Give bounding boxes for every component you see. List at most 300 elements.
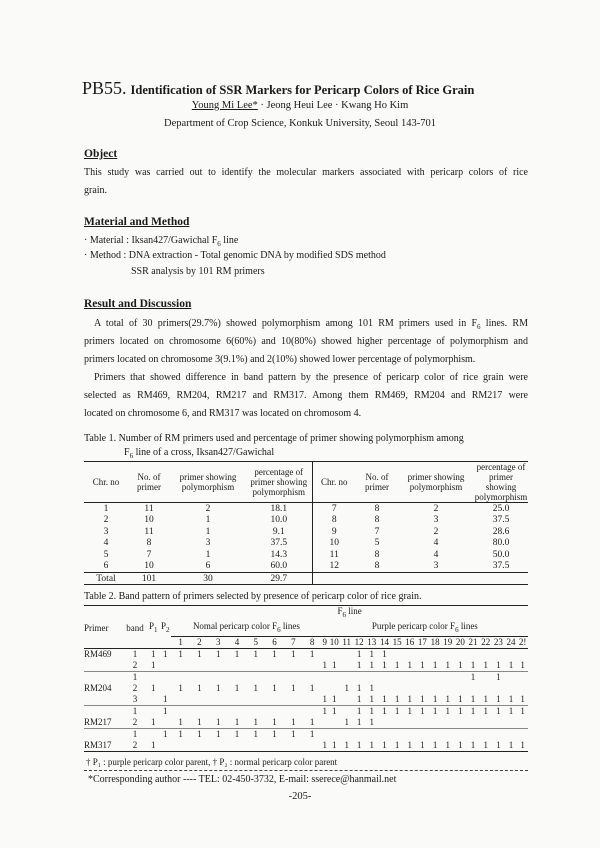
table2-cell <box>391 648 404 660</box>
table2-cell <box>505 648 518 660</box>
table2-cell <box>341 705 353 717</box>
table2-cell: 1 <box>309 716 315 727</box>
table2-line-number: 22 <box>481 636 491 647</box>
table2-band: 1 <box>123 728 148 740</box>
table2-cell <box>429 683 442 694</box>
table2-p2 <box>159 740 171 752</box>
table1-row <box>84 561 528 573</box>
table1-cell: 12 <box>312 561 356 573</box>
table2-primer: RM204 <box>84 682 112 693</box>
table2-cell: 1 <box>234 648 240 659</box>
table2-cell <box>454 648 467 660</box>
table2-spacer <box>147 636 159 648</box>
table2-cell <box>467 648 480 660</box>
table2-cell: 1 <box>382 648 387 659</box>
table2-cell <box>171 694 190 706</box>
table1-cell: 7 <box>312 503 356 515</box>
table2-cell <box>328 683 341 694</box>
table2-line-number: 18 <box>430 636 440 647</box>
table2-cell <box>391 728 404 740</box>
table2-cell: 1 <box>416 705 429 717</box>
table2-cell: 1 <box>470 693 476 704</box>
table2-cell: 1 <box>369 659 375 670</box>
table2-cell <box>303 694 322 706</box>
table2-cell <box>505 717 518 729</box>
table2-cell <box>517 671 528 683</box>
table1-row <box>84 549 528 561</box>
table2 <box>84 605 528 752</box>
table2-line-number: 7 <box>284 636 303 648</box>
table2-row <box>84 705 528 717</box>
table2-cell <box>365 671 378 683</box>
table2-cell: 1 <box>496 659 501 670</box>
table1-caption-2 <box>124 447 274 460</box>
authors-line <box>0 100 600 111</box>
table1-cell: 3 <box>103 526 109 537</box>
table2-line-number: 12 <box>354 636 364 647</box>
table2-p2: 1 <box>163 693 168 704</box>
table2-cell: 1 <box>356 648 362 659</box>
table2-cell <box>171 740 190 752</box>
table2-cell <box>416 683 429 694</box>
p2-sub: 2 <box>166 625 170 634</box>
table2-cell: 1 <box>479 740 492 752</box>
table2-cell: 1 <box>291 648 296 659</box>
results-p1-line-3: primers located on chromosome 3(9.1%) and 2(10%) showed lower percentage of polymorphism. <box>84 354 476 365</box>
table1-cell: 11 <box>144 503 154 514</box>
table1-cell: 2 <box>103 515 109 526</box>
table2-cell <box>303 660 322 672</box>
table2-cell <box>505 728 518 740</box>
table2-cell <box>492 683 505 694</box>
table1-cell: 3 <box>205 538 211 549</box>
table2-cell: 1 <box>391 740 404 752</box>
material-sub: 6 <box>217 240 221 248</box>
table2-cell: 1 <box>470 659 476 670</box>
table2-p1 <box>147 705 159 717</box>
table2-cell <box>171 705 190 717</box>
f6-tail: line <box>346 606 362 616</box>
normal-tail: lines <box>280 620 300 631</box>
table2-band: 2 <box>132 682 138 693</box>
table2-cell: 1 <box>369 716 375 727</box>
table2-cell <box>246 660 265 672</box>
table2-line-number: 9 <box>322 636 328 647</box>
table2-band: 2 <box>132 716 138 727</box>
table1-cell: 10 <box>144 515 154 526</box>
table2-cell <box>416 717 429 729</box>
table2-cell: 1 <box>365 705 378 717</box>
table2-cell: 1 <box>234 716 240 727</box>
table2-col-band: band <box>126 622 144 633</box>
table2-cell: 1 <box>328 740 341 752</box>
table2-cell: 1 <box>341 740 353 752</box>
table1-cell: 2 <box>205 503 211 514</box>
table1-header: percentage of primer showing polymorphism <box>474 462 528 502</box>
table2-cell <box>246 671 265 683</box>
table2-p1 <box>147 694 159 706</box>
table1-cell: 4 <box>433 538 439 549</box>
table1-caption-tail: line of a cross, Iksan427/Gawichal <box>133 447 275 458</box>
table2-cell: 1 <box>407 693 413 704</box>
table2-cell <box>303 671 322 683</box>
results-p1-l1b: lines. RM <box>480 318 528 329</box>
table2-p2: 1 <box>163 648 168 659</box>
table1-cell: 60.0 <box>270 561 288 572</box>
table2-spacer <box>159 636 171 648</box>
table2-band: 1 <box>123 705 148 717</box>
table1-cell: Total <box>84 573 128 585</box>
table2-line-number: 5 <box>246 636 265 648</box>
table2-cell: 1 <box>403 740 416 752</box>
table2-cell: 1 <box>344 716 349 727</box>
table2-cell: 1 <box>178 716 183 727</box>
table1-header: primer showing polymorphism <box>398 462 474 503</box>
table1-cell: 1 <box>205 526 211 537</box>
table2-cell: 1 <box>505 705 518 717</box>
table2-cell <box>328 728 341 740</box>
table2-primer: RM469 <box>84 648 112 659</box>
table2-cell <box>479 717 492 729</box>
table2-cell: 1 <box>190 728 209 740</box>
table2-cell: 1 <box>420 659 425 670</box>
table1-cell: 11 <box>144 526 154 537</box>
table2-cell <box>441 728 454 740</box>
table2-cell: 1 <box>178 682 183 693</box>
table2-primer: RM317 <box>84 740 123 752</box>
table2-cell: 1 <box>234 682 240 693</box>
results-p2-line-2: selected as RM469, RM204, RM217 and RM317. Among them RM469, RM204 and RM217 were <box>84 390 528 401</box>
table1-row <box>84 503 528 515</box>
table2-line-number: 24 <box>506 636 516 647</box>
table2-cell <box>517 648 528 660</box>
table2-p1 <box>147 671 159 683</box>
table2-cell <box>190 671 209 683</box>
table2-p2 <box>159 660 171 672</box>
table2-cell: 1 <box>291 682 296 693</box>
table2-cell <box>341 671 353 683</box>
page-number: -205- <box>288 791 312 802</box>
table1-cell: 10 <box>312 538 356 550</box>
table2-line-number: 2 <box>190 636 209 648</box>
table1-cell: 4 <box>103 538 109 549</box>
table2-line-number: 13 <box>367 636 377 647</box>
p1-label: P <box>149 621 155 632</box>
table2-cell: 1 <box>394 659 400 670</box>
table2-primer <box>84 671 123 683</box>
table2-cell: 1 <box>492 671 505 683</box>
method-line: · Method : DNA extraction - Total genomic DNA by modified SDS method <box>84 250 386 261</box>
table2-cell <box>378 671 391 683</box>
table1-header: percentage of primer showing polymorphism <box>246 462 312 503</box>
table1-cell: 8 <box>312 515 356 527</box>
table2-cell <box>441 717 454 729</box>
table2-cell: 1 <box>356 682 362 693</box>
table2-cell: 1 <box>171 728 190 740</box>
table2-cell <box>441 648 454 660</box>
table2-cell <box>391 671 404 683</box>
table2-band: 2 <box>132 659 138 670</box>
table1-cell: 7 <box>374 526 380 537</box>
table2-cell <box>209 705 228 717</box>
table2-cell: 1 <box>441 740 454 752</box>
table2-cell <box>171 671 190 683</box>
table2-cell: 1 <box>322 693 328 704</box>
table2-cell: 1 <box>356 693 362 704</box>
table2-cell: 1 <box>246 728 265 740</box>
main-author: Young Mi Lee* <box>191 100 258 111</box>
table2-cell <box>416 648 429 660</box>
table2-line-number: 14 <box>379 636 389 647</box>
table2-cell: 1 <box>445 659 450 670</box>
table2-cell <box>328 648 341 660</box>
table2-p2 <box>159 671 171 683</box>
table1-cell: 7 <box>146 549 152 560</box>
table2-row <box>84 694 528 706</box>
purple-tail: lines <box>458 620 478 631</box>
table1-cell: 10 <box>144 561 154 572</box>
table1-cell: 6 <box>205 561 211 572</box>
table2-cell: 1 <box>467 740 480 752</box>
table2-primer <box>84 728 123 740</box>
table2-line-number: 16 <box>405 636 415 647</box>
table2-cell: 1 <box>479 705 492 717</box>
table2-line-number: 3 <box>209 636 228 648</box>
table2-cell <box>391 683 404 694</box>
table2-cell <box>378 717 391 729</box>
table2-p2 <box>159 683 171 694</box>
table1-cell: 8 <box>146 538 152 549</box>
object-line-2: grain. <box>84 185 108 196</box>
table2-cell: 1 <box>253 648 258 659</box>
table1-cell: 25.0 <box>492 503 510 514</box>
table2-cell <box>479 648 492 660</box>
table2-cell <box>492 648 505 660</box>
table2-cell: 1 <box>228 728 247 740</box>
table2-cell <box>190 705 209 717</box>
table2-cell <box>492 728 505 740</box>
table1-cell: 8 <box>374 549 380 560</box>
table2-cell: 1 <box>303 728 322 740</box>
table2-cell: 1 <box>520 659 525 670</box>
table2-cell: 1 <box>492 740 505 752</box>
table2-cell <box>378 728 391 740</box>
table1-cell: 28.6 <box>492 526 510 537</box>
table2-cell <box>467 728 480 740</box>
table2-purple-header <box>322 621 528 636</box>
table2-cell: 1 <box>356 716 362 727</box>
table2-row <box>84 740 528 752</box>
table2-cell <box>190 694 209 706</box>
table2-cell <box>403 671 416 683</box>
table1-row <box>84 515 528 527</box>
table2-body <box>84 606 528 752</box>
table2-cell <box>228 740 247 752</box>
table2-cell: 1 <box>178 648 183 659</box>
table2-p2: 1 <box>159 728 171 740</box>
table1-cell: 2 <box>433 526 439 537</box>
table2-cell <box>429 717 442 729</box>
table2-cell <box>171 660 190 672</box>
table2-spacer <box>84 606 171 621</box>
table2-cell <box>403 728 416 740</box>
table2-header-row <box>84 636 528 648</box>
table2-cell: 1 <box>378 740 391 752</box>
table2-cell <box>265 671 284 683</box>
table2-cell <box>467 683 480 694</box>
table2-cell: 1 <box>429 705 442 717</box>
table1-header: No. of primer <box>128 462 170 503</box>
table2-cell <box>403 648 416 660</box>
results-p2-line-3: located on chromosome 6, and RM317 was located on chromosom 4. <box>84 408 362 419</box>
table2-cell <box>284 660 303 672</box>
table2-row <box>84 717 528 729</box>
table2-cell: 1 <box>215 648 221 659</box>
table2-cell <box>479 671 492 683</box>
table2-line-number: 8 <box>303 636 322 648</box>
table1-cell: 1 <box>205 515 211 526</box>
table2-cell <box>353 671 366 683</box>
table2-cell: 1 <box>382 659 387 670</box>
footnote: † P₁ : purple pericarp color parent, † P₂ : normal pericarp color parent <box>86 757 338 767</box>
purple-sub: 6 <box>455 625 459 634</box>
table2-cell: 1 <box>322 705 328 716</box>
table1-caption-sub: 6 <box>129 452 134 460</box>
results-p1-line-1 <box>94 318 528 331</box>
table1-cell: 18.1 <box>270 503 288 514</box>
table2-line-number: 15 <box>392 636 402 647</box>
table1-caption-f: F <box>124 447 130 458</box>
table2-cell: 1 <box>291 716 296 727</box>
table1-cell: 2 <box>433 503 439 514</box>
table2-cell: 1 <box>353 740 366 752</box>
table2-cell <box>303 705 322 717</box>
table2-cell <box>284 671 303 683</box>
table2-cell <box>505 683 518 694</box>
purple-label: Purple pericarp color F <box>371 620 456 631</box>
table2-cell: 1 <box>432 693 438 704</box>
material-text: · Material : Iksan427/Gawichal F <box>84 235 218 246</box>
table2-normal-header <box>171 621 321 636</box>
table2-line-number: 11 <box>342 636 352 647</box>
table2-cell: 1 <box>458 693 463 704</box>
table2-cell: 1 <box>483 659 488 670</box>
table2-cell <box>441 683 454 694</box>
table2-cell <box>228 705 247 717</box>
table2-cell <box>284 740 303 752</box>
table2-cell: 1 <box>378 705 391 717</box>
table2-cell <box>353 728 366 740</box>
table2-cell: 1 <box>284 728 303 740</box>
table1 <box>84 461 528 585</box>
table2-cell: 1 <box>253 716 258 727</box>
material-tail: line <box>220 235 239 246</box>
table2-cell: 1 <box>322 659 328 670</box>
table2-cell <box>228 694 247 706</box>
table2-cell: 1 <box>454 705 467 717</box>
table2-cell: 1 <box>403 705 416 717</box>
table2-p1: 1 <box>147 740 159 752</box>
table1-row <box>84 538 528 550</box>
table2-row <box>84 648 528 660</box>
table2-cell <box>517 683 528 694</box>
table1-cell: 50.0 <box>492 549 510 560</box>
table2-primer <box>84 694 123 706</box>
table2-cell: 1 <box>272 716 277 727</box>
table2-cell: 1 <box>253 682 258 693</box>
table2-cell <box>403 683 416 694</box>
table2-cell: 1 <box>344 682 349 693</box>
table2-cell <box>454 717 467 729</box>
table2-cell: 1 <box>272 682 277 693</box>
table2-line-number: 2! <box>518 636 527 647</box>
table1-cell: 1 <box>205 549 211 560</box>
table1-cell: 101 <box>128 573 170 585</box>
table2-cell: 1 <box>332 659 337 670</box>
dashed-divider <box>84 770 528 771</box>
title-text: Identification of SSR Markers for Pericarp Colors of Rice Grain <box>130 83 475 97</box>
table1-header: No. of primer <box>356 462 398 503</box>
table1-cell: 29.7 <box>246 573 312 585</box>
table2-cell: 1 <box>382 693 387 704</box>
table2-line-number: 17 <box>417 636 427 647</box>
table2-cell: 1 <box>508 659 514 670</box>
table2-band: 1 <box>132 648 138 659</box>
table2-row <box>84 683 528 694</box>
table2-cell <box>378 683 391 694</box>
table1-cell: 37.5 <box>492 561 510 572</box>
table2-cell: 1 <box>309 682 315 693</box>
object-heading: Object <box>84 148 118 160</box>
table2-spacer <box>123 636 148 648</box>
table2-cell: 1 <box>369 682 375 693</box>
table2-cell <box>416 728 429 740</box>
table2-cell: 1 <box>407 659 413 670</box>
table2-line-number: 20 <box>455 636 465 647</box>
table2-primer <box>84 660 123 672</box>
table2-line-number: 21 <box>468 636 478 647</box>
table2-cell <box>391 717 404 729</box>
table2-col-p2 <box>159 621 171 636</box>
table2-p1: 1 <box>151 659 156 670</box>
table1-header-row <box>84 462 528 503</box>
co-authors: · Jeong Heui Lee · Kwang Ho Kim <box>257 100 409 111</box>
table1-cell: 37.5 <box>270 538 288 549</box>
table2-cell: 1 <box>209 728 228 740</box>
table2-cell <box>328 717 341 729</box>
p2-label: P <box>160 621 166 632</box>
results-p2-line-1: Primers that showed difference in band pattern by the presence of pericarp color of rice grain were <box>94 372 528 383</box>
table2-cell <box>246 694 265 706</box>
table2-cell <box>517 717 528 729</box>
table1-header: Chr. no <box>84 462 128 503</box>
table2-f6-header <box>171 606 528 621</box>
f6-label: F <box>337 606 343 616</box>
table2-primer: RM217 <box>84 716 112 727</box>
table2-band: 3 <box>132 693 138 704</box>
table2-cell: 1 <box>454 740 467 752</box>
table2-p1: 1 <box>151 648 156 659</box>
table2-cell <box>265 705 284 717</box>
table2-row <box>84 660 528 672</box>
table2-p2 <box>159 717 171 729</box>
table2-cell: 1 <box>429 740 442 752</box>
results-heading: Result and Discussion <box>84 298 192 310</box>
table2-cell: 1 <box>505 740 518 752</box>
table2-cell: 1 <box>309 648 315 659</box>
table2-cell <box>454 683 467 694</box>
table1-cell: 3 <box>433 561 439 572</box>
